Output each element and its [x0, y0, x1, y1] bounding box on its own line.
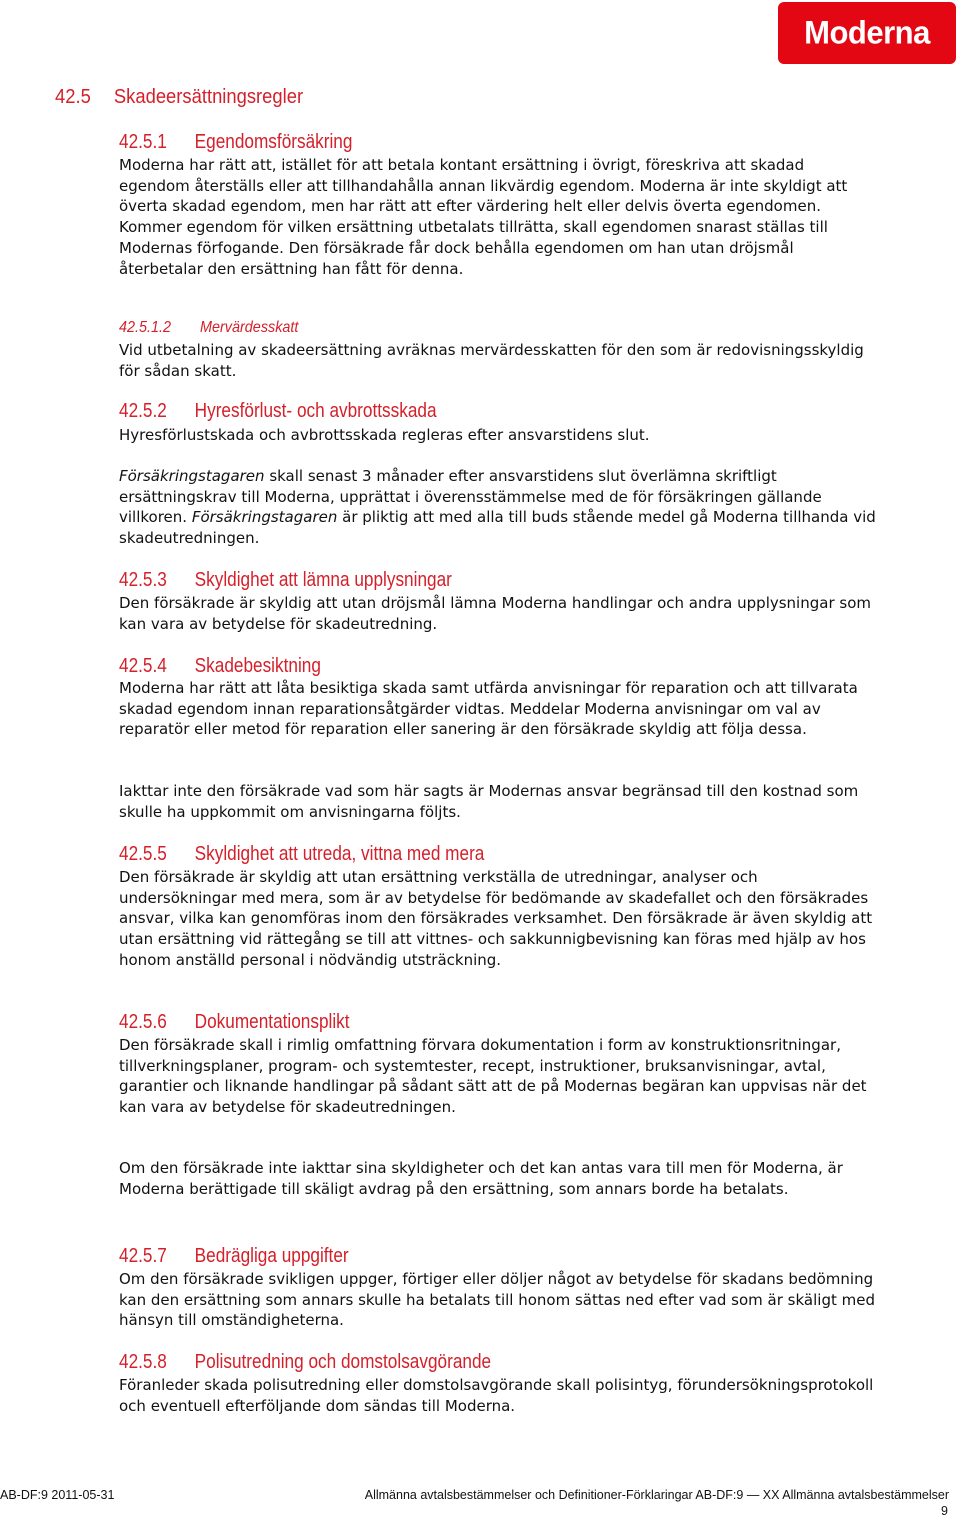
- paragraph-hyresforlust: Hyresförlustskada och avbrottsskada regleras efter ansvarstidens slut.: [119, 426, 650, 444]
- logo-text: Moderna: [804, 14, 930, 51]
- main-heading-title: Skadeersättningsregler: [113, 86, 304, 108]
- main-heading-number: 42.5: [55, 86, 91, 108]
- paragraph-skadebesiktning: Moderna har rätt att låta besiktiga skada samt utfärda anvisningar för reparation och att tillvarata skadad egendom innan reparationsåtgärder vidtas. Meddelar Moderna anvisningar om val av reparatör eller metod för reparation eller sanering är den försäkrade skyldig att följa dessa.: [119, 679, 858, 739]
- heading-polisutredning: 42.5.8 Polisutredning och domstolsavgörande: [119, 1351, 492, 1373]
- heading-dokumentationsplikt: 42.5.6 Dokumentationsplikt: [119, 1011, 350, 1033]
- paragraph-egendomsforsakring: Moderna har rätt att, istället för att betala kontant ersättning i övrigt, föreskriva att skadad egendom återställs eller att tillhandahålla annan likvärdig egendom. Moderna är inte skyldigt att överta skadad egendom, men har rätt att efter värdering helt eller delvis överta egendomen. Kommer egendom för vilken ersättning utbetalats tillrätta, skall egendomen snarast ställas till Modernas förfogande. Den försäkrade får dock behålla egendomen om han utan dröjsmål återbetalar den ersättning han fått för denna.: [119, 156, 848, 278]
- heading-egendomsforsakring: 42.5.1 Egendomsförsäkring: [119, 131, 353, 153]
- paragraph-skadebesiktning-2: Iakttar inte den försäkrade vad som här sagts är Modernas ansvar begränsad till den kostnad som skulle ha uppkommit om anvisningarna följts.: [119, 782, 859, 821]
- paragraph-utreda-vittna: Den försäkrade är skyldig att utan ersättning verkställa de utredningar, analyser och undersökningar med mera, som är av betydelse för bedömande av skadefallet och den försäkrades ansvar, vilka kan genomföras inom den försäkrades verksamhet. Den försäkrade är även skyldig att utan ersättning vid rättegång se till att vittnes- och sakkunnigbevisning kan föras med hjälp av hos honom anställd personal i nödvändig utsträckning.: [119, 868, 873, 969]
- footer-document-id: AB-DF:9 2011-05-31: [0, 1488, 115, 1502]
- heading-skadebesiktning: 42.5.4 Skadebesiktning: [119, 655, 321, 677]
- paragraph-dokumentationsplikt: Den försäkrade skall i rimlig omfattning förvara dokumentation i form av konstruktionsritningar, tillverkningsplaner, program- och systemtester, recept, instruktioner, bruksanvisningar, avtal, garantier och liknande handlingar på sådant sätt att de på Modernas begäran kan uppvisas när det kan vara av betydelse för skadeutredningen.: [119, 1036, 867, 1117]
- page-number: 9: [941, 1504, 948, 1518]
- heading-mervardesskatt: 42.5.1.2 Mervärdesskatt: [119, 319, 299, 336]
- paragraph-bedragliga-uppgifter: Om den försäkrade svikligen uppger, förtiger eller döljer något av betydelse för skadans bedömning kan den ersättning som annars skulle ha betalats till honom sättas ned efter vad som är skäligt med hänsyn till omständigheterna.: [119, 1270, 875, 1330]
- heading-upplysningar: 42.5.3 Skyldighet att lämna upplysningar: [119, 569, 452, 591]
- paragraph-forsakringstagaren: Försäkringstagaren skall senast 3 månader efter ansvarstidens slut överlämna skriftligt ersättningskrav till Moderna, upprättat i överensstämmelse med de för försäkringen gällande villkoren. Försäkringstagaren är pliktig att med alla till buds stående medel gå Moderna tillhanda vid skadeutredningen.: [119, 467, 876, 548]
- paragraph-mervardesskatt: Vid utbetalning av skadeersättning avräknas mervärdesskatten för den som är redovisningsskyldig för sådan skatt.: [119, 341, 864, 380]
- paragraph-upplysningar: Den försäkrade är skyldig att utan dröjsmål lämna Moderna handlingar och andra upplysningar som kan vara av betydelse för skadeutredning.: [119, 594, 871, 633]
- heading-hyresforlust: 42.5.2 Hyresförlust- och avbrottsskada: [119, 400, 437, 422]
- moderna-logo: [778, 2, 956, 64]
- paragraph-dokumentationsplikt-2: Om den försäkrade inte iakttar sina skyldigheter och det kan antas vara till men för Moderna, är Moderna berättigade till skäligt avdrag på den ersättning, som annars borde ha betalats.: [119, 1159, 843, 1198]
- paragraph-polisutredning: Föranleder skada polisutredning eller domstolsavgörande skall polisintyg, förundersökningsprotokoll och eventuell efterföljande dom sändas till Moderna.: [119, 1376, 874, 1415]
- footer-document-title: Allmänna avtalsbestämmelser och Definitioner-Förklaringar AB-DF:9 — XX Allmänna avtalsbestämmelser: [364, 1488, 949, 1502]
- heading-utreda-vittna: 42.5.5 Skyldighet att utreda, vittna med mera: [119, 843, 485, 865]
- main-heading: [55, 86, 303, 109]
- heading-bedragliga-uppgifter: 42.5.7 Bedrägliga uppgifter: [119, 1245, 349, 1267]
